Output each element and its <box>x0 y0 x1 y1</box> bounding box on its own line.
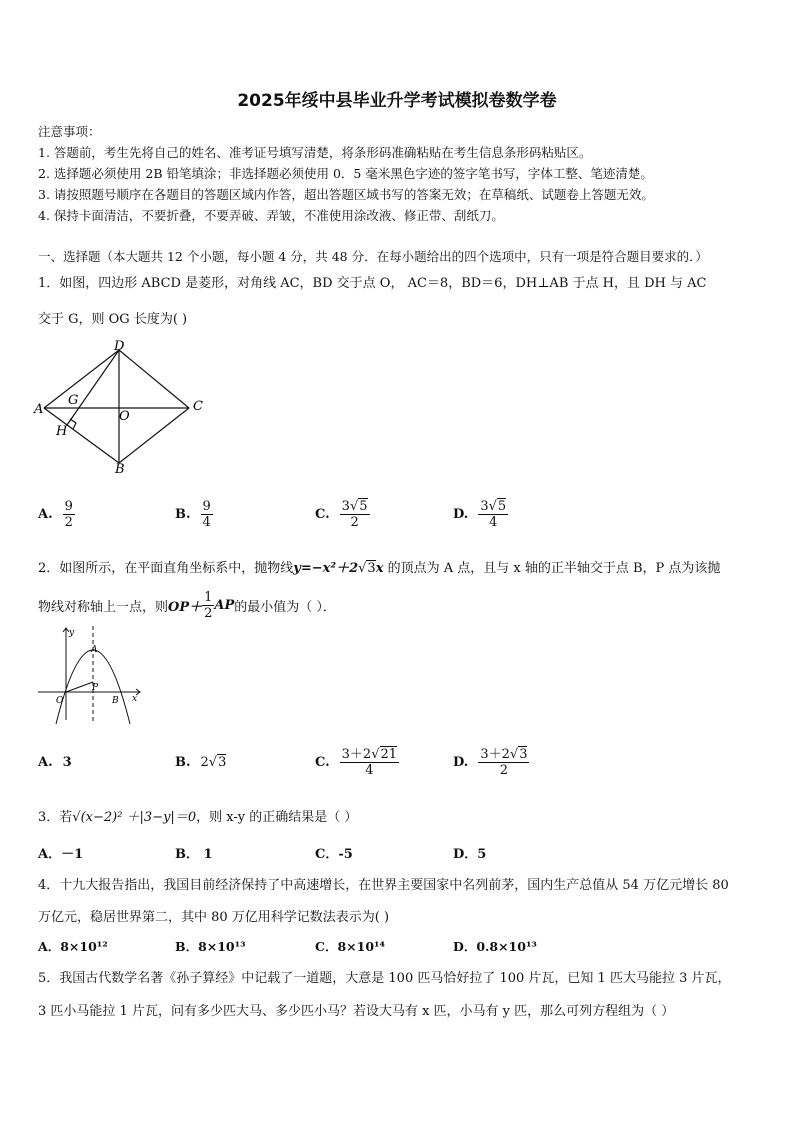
option-letter: C. <box>315 754 330 770</box>
numerator: 3√5 <box>341 498 368 514</box>
coefficient: 3 <box>480 498 489 514</box>
q2-option-d[interactable] <box>453 742 529 782</box>
formula-part: y=−x²＋2 <box>293 561 359 576</box>
label-G: G <box>68 393 79 408</box>
notice-item-4: 4. 保持卡面清洁，不要折叠，不要弄破、弄皱，不准使用涂改液、修正带、刮纸刀。 <box>38 208 504 223</box>
q4-option-d[interactable]: D．0.8×10¹³ <box>453 939 537 954</box>
option-letter: C. <box>315 506 330 522</box>
q2-parabola-figure <box>36 624 148 724</box>
edge-DC <box>119 350 189 408</box>
radicand: 3 <box>519 746 528 762</box>
q2-option-b[interactable]: B. 2 √ 3 <box>175 754 227 770</box>
fraction <box>202 590 214 621</box>
notice-item-1: 1. 答题前，考生先将自己的姓名、准考证号填写清楚，将条形码准确粘贴在考生信息条形码粘贴区。 <box>38 145 592 160</box>
q1-text-line1: 1．如图，四边形 ABCD 是菱形，对角线 AC，BD 交于点 O， AC＝8，BD＝6，DH⊥AB 于点 H，且 DH 与 AC <box>38 276 707 291</box>
edge-AD <box>44 350 119 408</box>
radicand: 3 <box>367 561 376 576</box>
denominator: 2 <box>350 514 359 530</box>
q4-text-line1: 4．十九大报告指出，我国目前经济保持了中高速增长，在世界主要国家中名列前茅，国内生产总值从 54 万亿元增长 80 <box>38 878 729 893</box>
fraction <box>478 499 508 530</box>
numerator: 3＋2√3 <box>480 746 528 762</box>
denominator: 4 <box>365 762 374 778</box>
denominator: 4 <box>202 514 211 530</box>
numerator: 1 <box>204 590 213 605</box>
option-letter: B. <box>175 506 191 522</box>
q1-option-b[interactable] <box>175 494 213 534</box>
option-letter: A. <box>38 754 53 770</box>
q2-options <box>38 742 758 782</box>
formula-part: OP＋ <box>168 600 203 615</box>
segment-DH <box>67 350 119 425</box>
q2-text-c: 物线对称轴上一点，则 <box>38 600 169 615</box>
fraction <box>478 747 529 778</box>
radicand: 21 <box>380 746 398 762</box>
coefficient: 2 <box>200 754 209 770</box>
q3-option-b[interactable]: B． 1 <box>175 847 213 862</box>
coefficient: 3 <box>341 498 350 514</box>
q4-text-line2: 万亿元，稳居世界第二，其中 80 万亿用科学记数法表示为( ) <box>38 910 390 925</box>
denominator: 4 <box>489 514 498 530</box>
q1-rhombus-figure <box>32 338 212 476</box>
label-x: x <box>132 694 138 704</box>
fraction <box>340 747 399 778</box>
radicand: 5 <box>497 498 507 514</box>
denominator: 2 <box>204 606 213 621</box>
label-H: H <box>56 424 68 439</box>
label-D: D <box>114 339 125 354</box>
notice-item-3: 3. 请按照题号顺序在各题目的答题区域内作答，超出答题区域书写的答案无效；在草稿纸、试题卷上答题无效。 <box>38 187 654 202</box>
q2-text-line2 <box>38 590 336 621</box>
segment-OP <box>66 682 93 692</box>
label-P: P <box>92 683 99 693</box>
q3-option-c[interactable]: C．-5 <box>315 847 353 862</box>
option-letter: A. <box>38 506 53 522</box>
q4-option-c[interactable]: C．8×10¹⁴ <box>315 939 385 954</box>
label-B: B <box>112 696 119 706</box>
q1-option-d[interactable] <box>453 494 508 534</box>
denominator: 2 <box>499 762 509 778</box>
q3-suffix: ，则 x-y 的正确结果是（ ） <box>196 810 358 825</box>
label-O: O <box>119 409 130 424</box>
q1-option-a[interactable] <box>38 494 75 534</box>
option-letter: B. <box>175 754 191 770</box>
numerator: 3√5 <box>480 498 507 514</box>
q4-option-b[interactable]: B．8×10¹³ <box>175 939 246 954</box>
q3-prefix: 3．若 <box>38 810 73 825</box>
notice-heading: 注意事项： <box>38 124 101 139</box>
q1-options <box>38 494 758 534</box>
label-A: A <box>34 402 44 417</box>
q1-option-c[interactable] <box>315 494 370 534</box>
denominator: 2 <box>64 514 73 530</box>
q2-option-a[interactable] <box>38 742 72 782</box>
notice-item-2: 2. 选择题必须使用 2B 铅笔填涂；非选择题必须使用 0．5 毫米黑色字迹的签字笔书写，字体工整、笔迹清楚。 <box>38 166 653 181</box>
coefficient: 3＋2 <box>480 746 510 762</box>
q3-expression: √(x−2)² ＋|3−y|＝0 <box>72 810 197 825</box>
option-letter: D. <box>453 506 469 522</box>
q2-text-b: 的顶点为 A 点，且与 x 轴的正半轴交于点 B，P 点为该抛 <box>383 561 721 576</box>
fraction <box>63 499 75 530</box>
q5-text-line1: 5．我国古代数学名著《孙子算经》中记载了一道题，大意是 100 匹马恰好拉了 100 片瓦，已知 1 匹大马能拉 3 片瓦， <box>38 971 731 986</box>
section-heading: 一、选择题（本大题共 12 个小题，每小题 4 分，共 48 分．在每小题给出的四个选项中，只有一项是符合题目要求的．） <box>38 249 708 264</box>
label-B: B <box>115 462 125 476</box>
numerator: 3＋2√21 <box>341 746 398 762</box>
label-A: A <box>91 645 98 655</box>
q2-option-c[interactable] <box>315 742 399 782</box>
formula-part: AP <box>214 598 235 613</box>
option-value: 3 <box>62 754 72 770</box>
numerator: 9 <box>202 498 211 514</box>
radicand: 5 <box>359 498 368 514</box>
label-y: y <box>69 628 75 638</box>
q5-text-line2: 3 匹小马能拉 1 片瓦，问有多少匹大马、多少匹小马？若设大马有 x 匹，小马有 y 匹，那么可列方程组为（ ） <box>38 1004 675 1019</box>
q3-text <box>38 806 357 825</box>
q2-text-a: 2．如图所示，在平面直角坐标系中，抛物线 <box>38 561 294 576</box>
fraction <box>340 499 370 530</box>
q3-option-d[interactable]: D．5 <box>453 847 487 862</box>
numerator: 9 <box>64 498 73 514</box>
label-C: C <box>193 399 203 414</box>
label-O: O <box>56 696 64 706</box>
coefficient: 3＋2 <box>341 746 372 762</box>
option-letter: D. <box>453 754 469 770</box>
q2-text-line1: 2．如图所示，在平面直角坐标系中，抛物线y=−x²＋2√3x 的顶点为 A 点，且与 x 轴的正半轴交于点 B，P 点为该抛 <box>38 561 721 576</box>
q4-option-a[interactable]: A．8×10¹² <box>38 939 108 954</box>
fraction <box>201 499 213 530</box>
radicand: 3 <box>218 755 227 770</box>
q1-text-line2: 交于 G，则 OG 长度为( ) <box>38 312 188 327</box>
formula-part: x <box>375 561 384 576</box>
q3-option-a[interactable]: A．－1 <box>38 847 84 862</box>
page-title: 2025年绥中县毕业升学考试模拟卷数学卷 <box>237 91 557 111</box>
q2-text-d: 的最小值为（ ）． <box>234 600 336 615</box>
